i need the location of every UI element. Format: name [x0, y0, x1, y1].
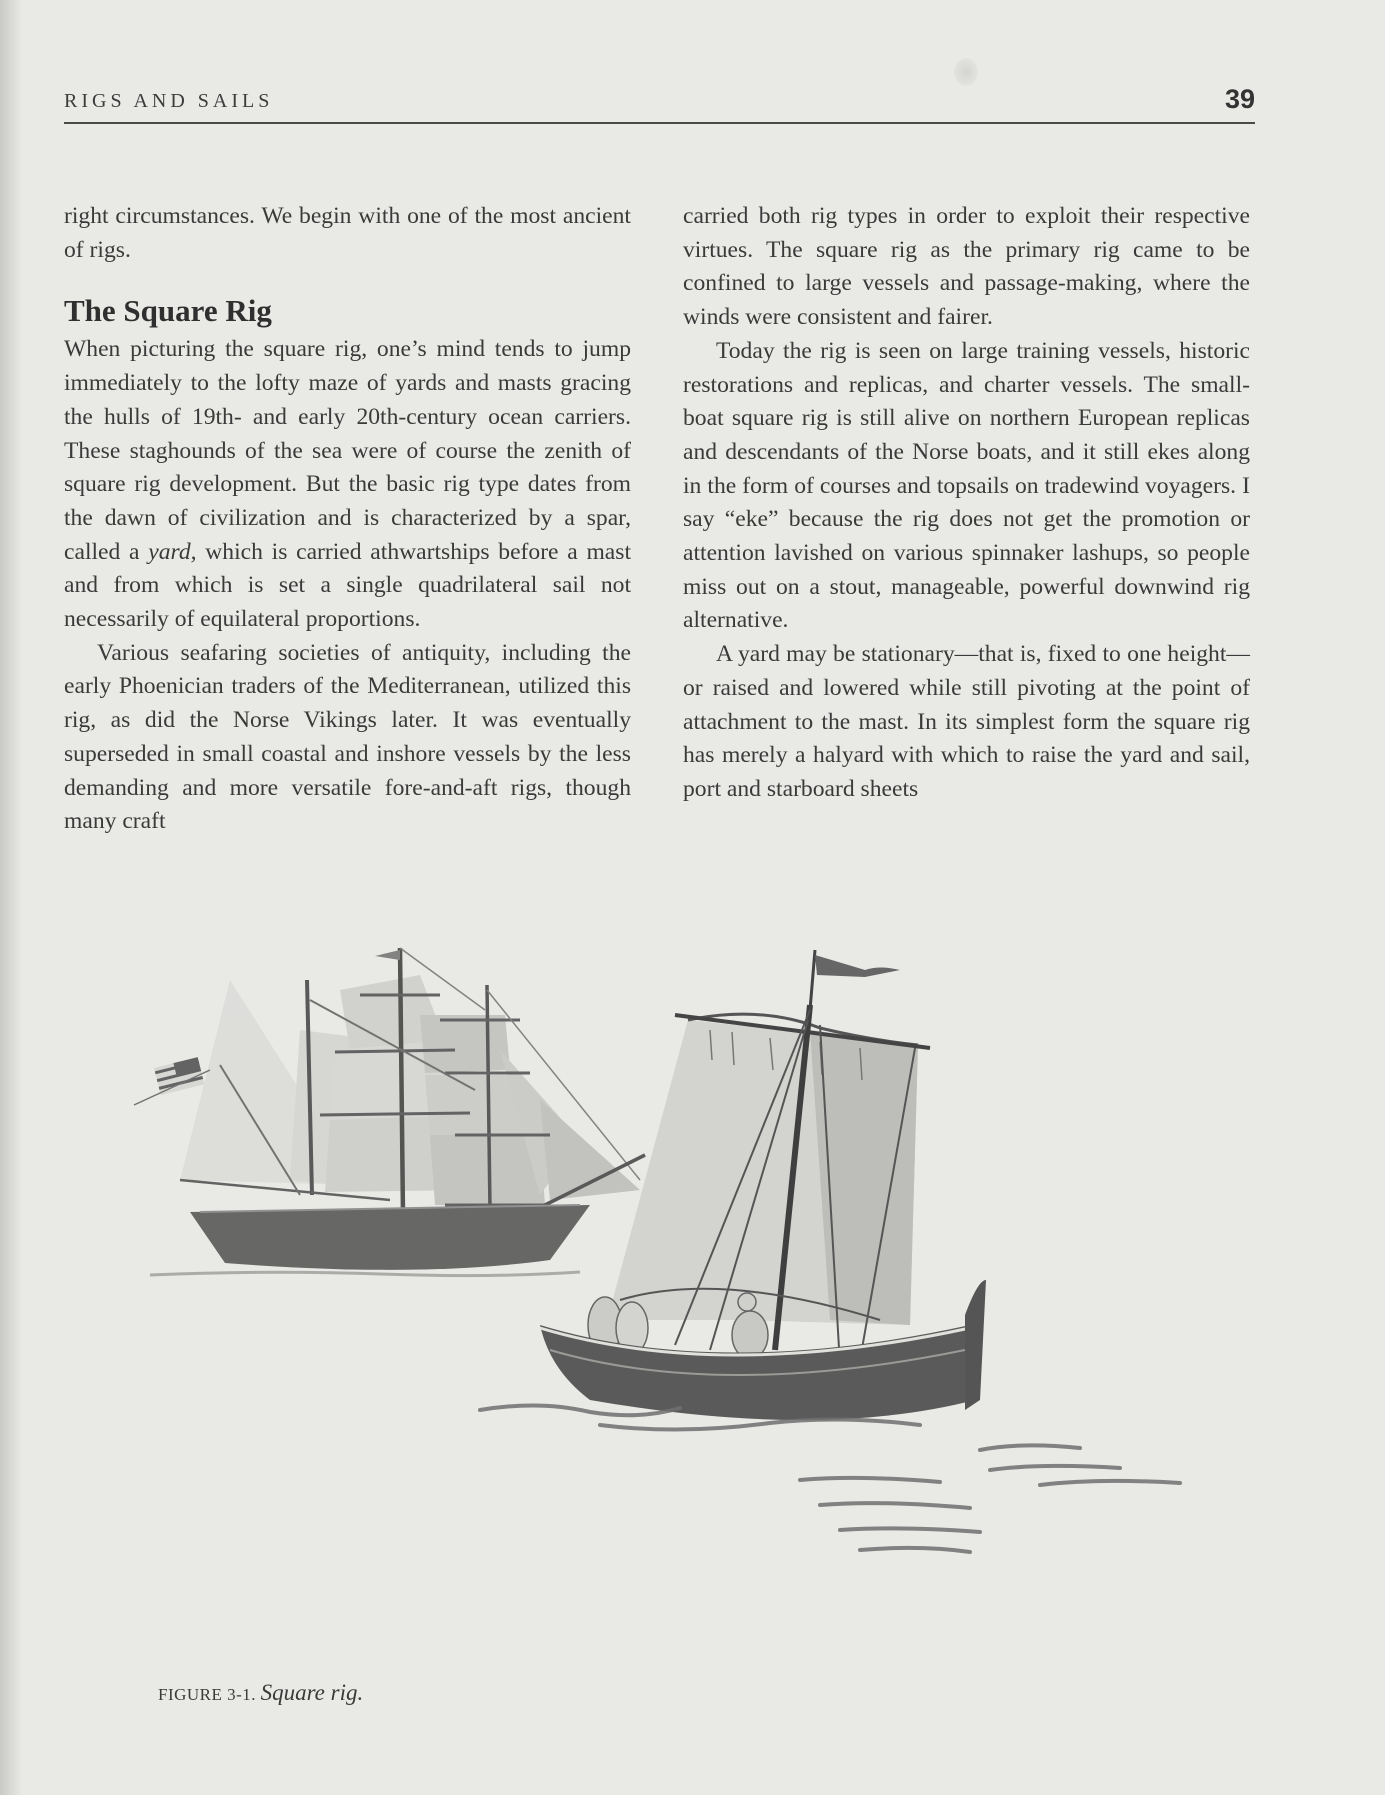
- right-column: [683, 200, 1250, 807]
- paragraph: [64, 333, 631, 636]
- paragraph: carried both rig types in order to exploit their respective virtues. The square rig as the primary rig came to be confined to large vessels and passage-making, where the winds were consistent and fairer.: [683, 203, 1250, 331]
- section-heading: The Square Rig: [64, 293, 272, 329]
- paragraph: Various seafaring societies of antiquity, including the early Phoenician traders of the Mediterranean, utilized this rig, as did the Norse Vikings later. It was eventually superseded in small coastal and inshore vessels by the less demanding and more versatile fore-and-aft rigs, though many craft: [64, 639, 631, 835]
- page-gutter-shadow: [0, 0, 22, 1795]
- figure-label: FIGURE 3-1.: [158, 1685, 257, 1704]
- paragraph: Today the rig is seen on large training vessels, historic restorations and replicas, and charter vessels. The small-boat square rig is still alive on northern European replicas and descendants of the Norse boats, and it still ekes along in the form of courses and topsails on tradewind voyagers. I say “eke” because the rig does not get the promotion or attention lavished on various spinnaker lashups, so people miss out on a stout, manageable, powerful downwind rig alternative.: [683, 337, 1250, 634]
- left-column: [64, 200, 631, 839]
- italic-term: yard,: [148, 538, 197, 565]
- square-rigged-ship: [134, 948, 645, 1276]
- page-number: 39: [1224, 84, 1255, 114]
- scan-smudge: [954, 58, 978, 86]
- paragraph-text: which is carried athwartships before a mast and from which is set a single quadrilateral sail not necessarily of equilateral proportions.: [64, 538, 632, 633]
- paragraph: right circumstances. We begin with one of the most ancient of rigs.: [64, 203, 631, 263]
- header-rule: [64, 122, 1255, 124]
- ships-illustration-icon: [120, 930, 1270, 1650]
- norse-square-sail-boat: [480, 950, 1180, 1552]
- paragraph: A yard may be stationary—that is, fixed to one height—or raised and lowered while still pivoting at the point of attachment to the mast. In its simplest form the square rig has merely a halyard with which to raise the yard and sail, port and starboard sheets: [683, 641, 1250, 802]
- paragraph-text: When picturing the square rig, one’s mind tends to jump immediately to the lofty maze of yards and masts gracing the hulls of 19th- and early 20th-century ocean carriers. These staghounds of the sea were of course the zenith of square rig development. But the basic rig type dates from the dawn of civilization and is characterized by a spar, called a: [64, 336, 631, 565]
- running-header: [64, 86, 1255, 116]
- running-title: RIGS AND SAILS: [64, 90, 274, 112]
- figure-caption-text: Square rig.: [260, 1680, 364, 1705]
- figure-caption: [158, 1680, 363, 1706]
- figure-illustration: [120, 930, 1270, 1650]
